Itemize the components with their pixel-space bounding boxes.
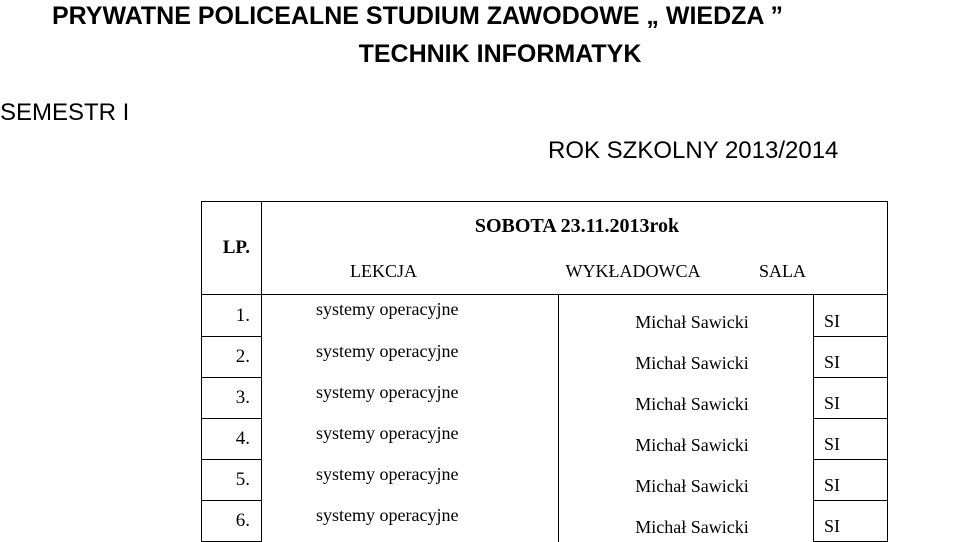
room-cell: SI (814, 501, 888, 542)
lecturer-cell: Michał Sawicki (559, 419, 814, 460)
lesson-text: systemy operacyjne (316, 504, 459, 525)
row-number: 1. (202, 295, 262, 337)
room-cell: SI (814, 378, 888, 419)
lesson-text: systemy operacyjne (316, 381, 459, 402)
row-number: 3. (202, 378, 262, 419)
semester-label: SEMESTR I (0, 99, 130, 126)
program-name: TECHNIK INFORMATYK (358, 40, 642, 68)
row-number: 5. (202, 460, 262, 501)
table-row (202, 501, 888, 542)
lecturer-cell: Michał Sawicki (559, 295, 814, 337)
row-number: 6. (202, 501, 262, 542)
row-number: 4. (202, 419, 262, 460)
lecturer-cell: Michał Sawicki (559, 378, 814, 419)
table-row (202, 337, 888, 378)
lecturer-cell: Michał Sawicki (559, 501, 814, 542)
lp-header: LP. (202, 202, 262, 295)
table-row (202, 295, 888, 337)
table-row (202, 419, 888, 460)
room-cell: SI (814, 295, 888, 337)
lesson-cell (262, 419, 559, 460)
lesson-cell (262, 501, 559, 542)
school-year-label: ROK SZKOLNY 2013/2014 (548, 137, 839, 164)
schedule-table (201, 201, 888, 542)
lesson-cell (262, 460, 559, 501)
room-header: SALA (758, 260, 806, 281)
lesson-cell (262, 295, 559, 337)
column-headers (262, 249, 887, 293)
room-cell: SI (814, 337, 888, 378)
date-label: SOBOTA 23.11.2013rok (474, 215, 680, 237)
lesson-header: LEKCJA (350, 260, 417, 281)
table-row (202, 460, 888, 501)
lesson-text: systemy operacyjne (316, 463, 459, 484)
lecturer-cell: Michał Sawicki (559, 460, 814, 501)
lesson-text: systemy operacyjne (316, 340, 459, 361)
lecturer-cell: Michał Sawicki (559, 337, 814, 378)
school-name: PRYWATNE POLICEALNE STUDIUM ZAWODOWE „ WIEDZA ” (52, 2, 783, 30)
lesson-text: systemy operacyjne (316, 299, 459, 319)
header-row (202, 202, 888, 295)
room-cell: SI (814, 419, 888, 460)
header-cell (262, 202, 888, 295)
lesson-cell (262, 337, 559, 378)
lesson-text: systemy operacyjne (316, 422, 459, 443)
table-row (202, 378, 888, 419)
room-cell: SI (814, 460, 888, 501)
lesson-cell (262, 378, 559, 419)
row-number: 2. (202, 337, 262, 378)
lecturer-header: WYKŁADOWCA (565, 260, 701, 281)
